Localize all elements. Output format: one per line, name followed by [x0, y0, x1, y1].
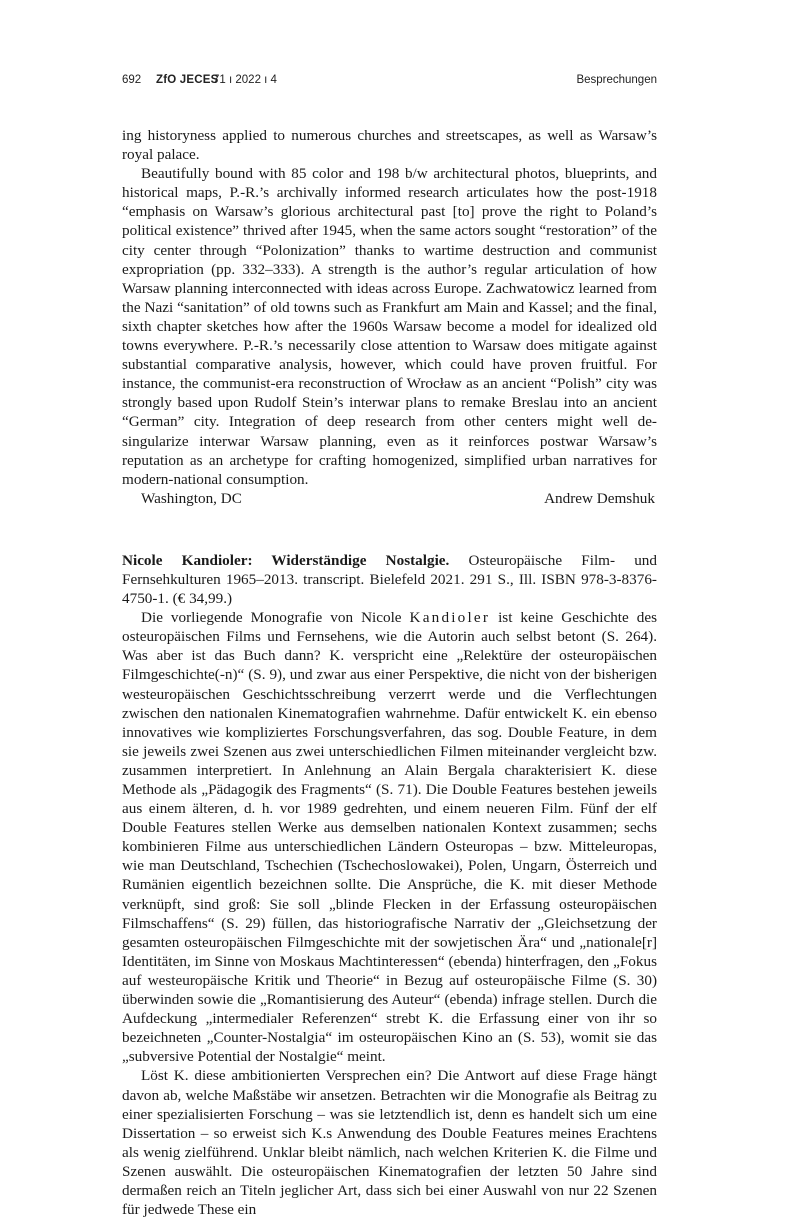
- journal-volume: 71 ı 2022 ı 4: [213, 74, 277, 86]
- paragraph-text: Die vorliegende Monografie von Nicole: [141, 609, 410, 627]
- reviewer-name: Andrew Demshuk: [544, 489, 655, 507]
- review-signature: [122, 489, 657, 508]
- book-title: Nicole Kandioler: Widerständige Nostalgie.: [122, 551, 450, 569]
- paragraph: Löst K. diese ambitionierten Versprechen ein? Die Antwort auf diese Frage hängt davon ab, welche Maßstäbe wir ansetzen. Betrachten wir die Monografie als Beitrag zu einer spezialisierten Forschung – was sie letztendlich ist, denn es handelt sich um eine Dissertation – so erweist sich K.s Anwendung des Double Features meines Erachtens als wenig zielführend. Unklar bleibt nämlich, nach welchen Kriterien K. die Filme und Szenen auswählt. Die osteuropäischen Kinematografien der letzten 50 Jahre sind dermaßen reich an Titeln jeglicher Art, dass sich bei einer Auswahl von nur 22 Szenen für jedwede These ein: [122, 1067, 657, 1219]
- review-entry: [122, 551, 657, 1219]
- paragraph-continuation: ing historyness applied to numerous churches and streetscapes, as well as Warsaw’s royal palace.: [122, 127, 657, 164]
- section-name: Besprechungen: [576, 74, 657, 86]
- running-header: [122, 74, 657, 90]
- review-heading: [122, 551, 657, 608]
- journal-name: ZfO JECES: [156, 74, 219, 86]
- paragraph: [122, 608, 657, 1066]
- paragraph-text: ist keine Geschichte des osteuropäischen Films und Fernsehens, wie die Autorin auch selbst betont (S. 264). Was aber ist das Buch dann? K. verspricht eine „Relektüre der osteuropäischen Filmgeschichte(-n)“ (S. 9), und zwar aus einer Perspektive, die nicht von der bisherigen westeuropäischen Geschichtsschreibung verzerrt werde und die Verflechtungen zwischen den nationalen Kinematografien wahrnehme. Dafür entwickelt K. ein ebenso innovatives wie kompliziertes Forschungsverfahren, das sog. Double Feature, in dem sie jeweils zwei Szenen aus zwei unterschiedlichen Filmen miteinander vergleicht bzw. zusammen interpretiert. In Anlehnung an Alain Bergala charakterisiert K. diese Methode als „Pädagogik des Fragments“ (S. 71). Die Double Features bestehen jeweils aus einem älteren, d. h. vor 1989 gedrehten, und einem neueren Film. Fünf der elf Double Features stellen Werke aus demselben nationalen Kontext zusammen; sechs kombinieren Filme aus unterschiedlichen Ländern Osteuropas – bzw. Mitteleuropas, wie man Deutschland, Tschechien (Tschechoslowakei), Polen, Ungarn, Österreich und Rumänien eigentlich bezeichnen sollte. Die Ansprüche, die K. mit dieser Methode verknüpft, sind groß: Sie soll „blinde Flecken in der Erfassung osteuropäischen Filmschaffens“ (S. 29) füllen, das historiografische Narrativ der „Gleichsetzung der gesamten osteuropäischen Filmgeschichte mit der sowjetischen Ära“ und „nationale[r] Identitäten, im Sinne von Moskaus Machtinteressen“ (ebenda) hinterfragen, den „Fokus auf westeuropäische Kritik und Theorie“ in Bezug auf osteuropäische Filme (S. 30) überwinden sowie die „Romantisierung des Auteur“ (ebenda) infrage stellen. Durch die Aufdeckung „intermedialer Referenzen“ strebt K. die Erfassung einer von ihr so bezeichneten „Counter-Nostalgia“ im osteuropäischen Kino an (S. 53), womit sie das „subversive Potential der Nostalgie“ meint.: [122, 609, 658, 1066]
- paragraph: Beautifully bound with 85 color and 198 b/w architectural photos, blueprints, and historical maps, P.-R.’s archivally informed research articulates how the post-1918 “emphasis on Warsaw’s glorious architectural past [to] prove the right to Poland’s political existence” thrived after 1945, when the same actors sought “restoration” of the city center through “Polonization” thanks to wartime destruction and communist expropriation (pp. 332–333). A strength is the author’s regular articulation of how Warsaw planning interconnected with ideas across Europe. Zachwatowicz learned from the Nazi “sanitation” of old towns such as Frankfurt am Main and Kassel; and the final, sixth chapter sketches how after the 1960s Warsaw become a model for idealized old towns everywhere. P.-R.’s necessarily close attention to Warsaw does mitigate against substantial comparative analysis, however, which could have proven fruitful. For instance, the communist-era reconstruction of Wrocław as an ancient “Polish” city was strongly based upon Rudolf Stein’s interwar plans to remake Breslau into an ancient “German” city. Integration of deep research from other centers might well de-singularize interwar Warsaw planning, even as it reinforces postwar Warsaw’s reputation as an archetype for crafting homogenized, simplified urban narratives for modern-national consumption.: [122, 165, 657, 488]
- author-name-spaced: Kandioler: [409, 609, 491, 627]
- page-number: 692: [122, 74, 142, 86]
- body-text: [122, 126, 657, 1219]
- review-place: Washington, DC: [141, 489, 242, 507]
- book-bibliography: Osteuropäische Film- und Fernsehkulturen 1965–2013. transcript. Bielefeld 2021. 291 S., Ill. ISBN 978-3-8376-4750-1. (€ 34,99.): [122, 551, 657, 608]
